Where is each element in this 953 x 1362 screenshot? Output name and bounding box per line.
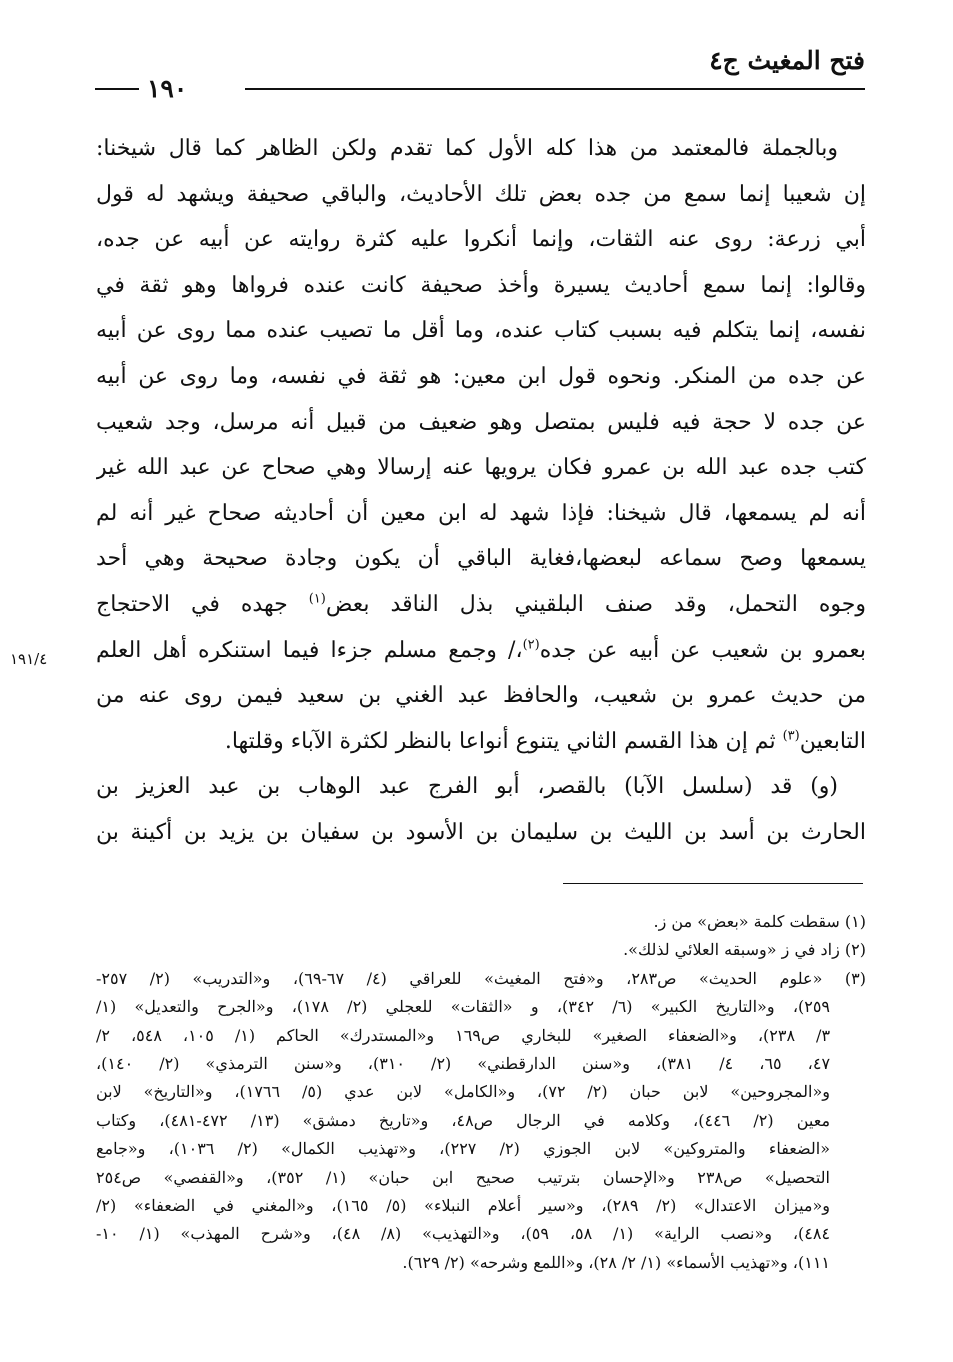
text-line: عن جده لا حجة فيه فليس بمتصل وهو ضعيف من قبيل أنه مرسل، وجد شعيب [96,409,866,435]
footnote-line: و«ميزان الاعتدال» (٢/ ٢٨٩)، و«سير أعلام النبلاء» (٥/ ١٦٥)، و«المغني في الضعفاء» (٢/ [96,1195,830,1215]
text-segment: وجوه التحمل، وقد صنف البلقيني بذل الناقد بعض [325,591,866,617]
footnote-line: (٣) «علوم الحديث» ص٢٨٣، و«فتح المغيث» للعراقي (٤/ ٦٧-٦٩)، و«التدريب» (٢/ ٢٥٧- [96,968,866,988]
footnote-ref: (٢) [522,637,540,653]
text-line: إن شعيبا إنما سمع من جده بعض تلك الأحاديث، والباقي صحيفة ويشهد له قول [96,181,866,207]
text-line: عن جده من المنكر. ونحوه قول ابن معين: هو ثقة في نفسه، وما روى عن أبيه [96,363,866,389]
text-segment: بعمرو بن شعيب عن أبيه عن جده [539,637,866,663]
footnote-line: التحصيل» ص٢٣٨ و«الإحسان بترتيب صحيح ابن حبان» (١/ ٣٥٢)، و«القفصي» ص٢٥٤ [96,1167,831,1187]
text-line: وبالجملة فالمعتمد من هذا كله الأول كما تقدم ولكن الظاهر كما قال شيخنا: [96,136,838,161]
book-title: فتح المغيث ج٤ [709,46,865,75]
text-line: الحارث بن أسد بن الليث بن سليمان بن الأسود بن سفيان بن يزيد بن أكينة بن [96,819,866,845]
footnote-line: و«المجروحين» لابن حبان (٢/ ٧٢)، و«الكامل» لابن عدي (٥/ ١٧٦٦)، و«التاريخ» لابن [96,1082,830,1102]
text-line: من حديث عمرو بن شعيب، والحافظ عبد الغني بن سعيد فيمن روى عنه من [96,683,866,709]
text-segment: التابعين [799,728,866,754]
text-segment: جهده في الاحتجاج [96,591,309,617]
text-line [96,582,866,628]
text-line: أنه لم يسمعها، قال شيخنا: فإذا شهد له ابن معين أن أحاديثه صحاح غير أنه لم [96,500,866,526]
footnote-ref: (١) [308,591,326,607]
text-segment: ثم إن هذا القسم الثاني يتنوع أنواعا بالنظر لكثرة الآباء وقلتها. [224,728,783,754]
page-number: ١٩٠ [147,74,188,103]
page-header [95,38,865,108]
footnote-line: معين (٢/ ٤٤٦)، وكلامه في الرجال ص٤٨، و«تاريخ دمشق» (١٣/ ٤٧٢-٤٨١)، وكتاب [96,1110,831,1130]
main-text [96,126,866,856]
footnote-line: ١١١)، و«تهذيب الأسماء» (١/ ٢/ ٢٨)، و«اللمع وشرحه» (٢/ ٦٢٩). [402,1252,830,1272]
footnote-line: ٤٨٤)، و«نصب الراية» (١/ ٥٨، ٥٩)، و«التهذيب» (٨/ ٤٨)، و«شرح المهذب» (١/ ١٠- [96,1224,831,1244]
text-line: كتب جده عبد الله بن عمرو فكان يرويها عنه إرسالا وهي صحاح عن عبد الله غير [96,455,866,481]
footnote-line: (٢) زاد في ز «وسبقه العلائي لذلك». [623,940,866,960]
footnotes [96,908,866,1277]
header-rule [245,88,865,90]
text-line: أبي زرعة: روى عنه الثقات، وإنما أنكروا عليه كثرة روايته عن أبيه عن جده، [96,227,866,253]
margin-page-reference: ١٩١/٤ [10,650,48,668]
text-line: يسمعها وصح سماعه لبعضها،فغاية الباقي أن يكون وجادة صحيحة وهي أحد [96,546,866,572]
footnote-separator [563,883,863,884]
text-line: نفسه، إنما يتكلم فيه بسبب كتاب عنده، وما أقل ما تصيب عنده مما روى عن أبيه [96,318,866,344]
footnote-line: «الضعفاء والمتروكين» لابن الجوزي (٢/ ٢٢٧)، و«تهذيب الكمال» (٢/ ١٠٣٦)، و«جامع [96,1139,831,1159]
footnote-line: (١) سقطت كلمة «بعض» من ز. [653,912,866,931]
text-line: وقالوا: إنما سمع أحاديث يسيرة وأخذ صحيفة كانت عنده فرواها وهو ثقة في [96,272,866,298]
footnote-line: ٢٥٩)، و«التاريخ الكبير» (٦/ ٣٤٢)، و «الثقات» للعجلي (٢/ ١٧٨)، و«الجرح والتعديل» (١/ [96,997,831,1017]
text-line: (و) قد (سلسل الآبا) بالقصر، أبو الفرج عبد الوهاب بن عبد العزيز بن [96,774,838,800]
text-line [96,719,866,765]
footnote-ref: (٣) [782,728,800,744]
page-number-rule [95,88,139,90]
text-line [96,628,866,674]
footnote-line: ٤٧، ٦٥، ٤/ ٣٨١)، و«سنن الدارقطني» (٢/ ٣١٠)، و«سنن الترمذي» (٢/ ١٤٠)، [96,1053,831,1073]
text-segment: ،/ وجمع مسلم جزءا فيما استنكره أهل العلم [96,637,523,663]
footnote-line: ٣/ ٢٣٨)، و«الضعفاء الصغير» للبخاري ص١٦٩ و«المستدرك» الحاكم (١/ ١٠٥، ٥٤٨، ٢/ [96,1025,831,1045]
